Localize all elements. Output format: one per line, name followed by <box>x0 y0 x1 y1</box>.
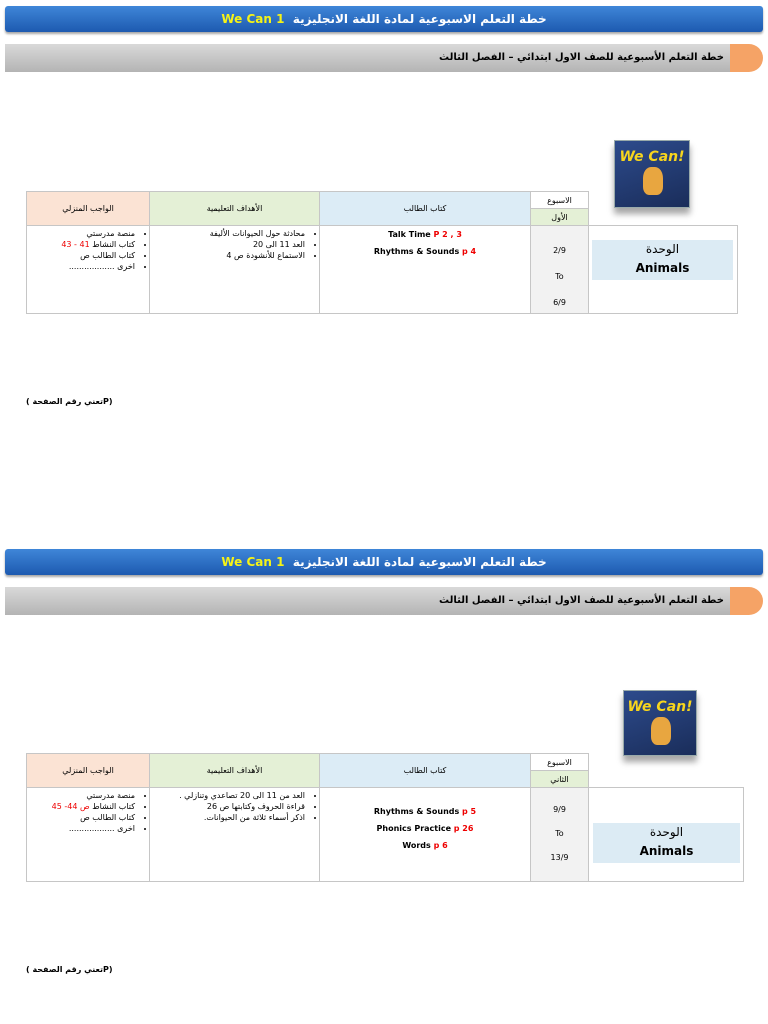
banner-course: We Can 1 <box>221 12 285 26</box>
homework-item: • كتاب النشاط ص 44- 45 <box>27 801 135 812</box>
book-cover-image <box>623 690 697 756</box>
homework-item: • منصة مدرستي <box>27 228 135 239</box>
week-start-date: 9/9 <box>553 805 566 814</box>
banner-prefix: خطة التعلم الاسبوعية لمادة اللغة الانجليزية <box>292 555 547 569</box>
homework-item: • كتاب النشاط 41 - 43 <box>27 239 135 250</box>
week-to: To <box>555 829 564 838</box>
week-start-date: 2/9 <box>553 246 566 255</box>
homework-header-label: الواجب المنزلي <box>62 766 114 775</box>
page-note: (Pتعني رقم الصفحة ) <box>26 965 113 974</box>
plan-section-2 <box>0 543 768 1013</box>
book-line: Rhythms & Sounds p 5 <box>373 807 477 816</box>
objectives-header-label: الأهداف التعليمية <box>206 204 263 213</box>
subtitle-text: خطة التعلم الأسبوعية للصف الاول ابتدائي – الفصل الثالث <box>439 595 724 606</box>
subtitle-text: خطة التعلم الأسبوعية للصف الاول ابتدائي – الفصل الثالث <box>439 52 724 63</box>
objective-item: • قراءة الحروف وكتابتها ص 26 <box>150 801 305 812</box>
objectives-header <box>149 191 320 226</box>
objectives-cell <box>149 225 320 314</box>
homework-header <box>26 191 150 226</box>
objective-item: • العد من 11 الى 20 تصاعدي وتنازلي . <box>150 790 305 801</box>
homework-header-label: الواجب المنزلي <box>62 204 114 213</box>
unit-title: الوحدة <box>645 242 680 256</box>
book-line: Talk Time P 2 , 3 <box>388 230 462 239</box>
character-figure <box>651 717 671 745</box>
week-dates-cell <box>530 787 589 882</box>
homework-cell <box>26 787 150 882</box>
week-header-label: الاسبوع <box>547 757 572 767</box>
title-banner <box>5 549 763 575</box>
week-header-label: الاسبوع <box>547 195 572 205</box>
book-line: Words p 6 <box>402 841 448 850</box>
week-end-date: 6/9 <box>553 298 566 307</box>
homework-item: • اخرى .................. <box>27 261 135 272</box>
week-number-label: الثاني <box>550 774 569 784</box>
unit-box <box>593 823 740 863</box>
week-header <box>530 753 589 771</box>
week-number <box>530 770 589 788</box>
book-line: Rhythms & Sounds p 4 <box>373 247 477 256</box>
homework-cell <box>26 225 150 314</box>
objective-item: • اذكر أسماء ثلاثة من الحيوانات. <box>150 812 305 823</box>
week-dates-cell <box>530 225 589 314</box>
objectives-header-label: الأهداف التعليمية <box>206 766 263 775</box>
objective-item: • محادثة حول الحيوانات الأليفة <box>150 228 305 239</box>
unit-title: الوحدة <box>649 825 684 839</box>
week-number-label: الأول <box>551 212 568 222</box>
unit-name: Animals <box>639 844 694 858</box>
student-book-header <box>319 191 531 226</box>
homework-item: • منصة مدرستي <box>27 790 135 801</box>
homework-item: • اخرى .................. <box>27 823 135 834</box>
student-book-header-label: كتاب الطالب <box>403 766 447 775</box>
title-banner <box>5 6 763 32</box>
homework-item: • كتاب الطالب ص <box>27 250 135 261</box>
student-book-cell <box>319 787 531 882</box>
week-end-date: 13/9 <box>550 853 569 862</box>
subtitle-bar <box>5 587 730 615</box>
book-logo: We Can! <box>627 699 693 715</box>
objectives-header <box>149 753 320 788</box>
student-book-header-label: كتاب الطالب <box>403 204 447 213</box>
homework-item: • كتاب الطالب ص <box>27 812 135 823</box>
unit-name: Animals <box>635 261 690 275</box>
week-to: To <box>555 272 564 281</box>
student-book-cell <box>319 225 531 314</box>
objectives-cell <box>149 787 320 882</box>
homework-header <box>26 753 150 788</box>
subtitle-bar <box>5 44 730 72</box>
book-line: Phonics Practice p 26 <box>376 824 474 833</box>
banner-prefix: خطة التعلم الاسبوعية لمادة اللغة الانجليزية <box>292 12 547 26</box>
unit-box <box>592 240 733 280</box>
book-logo: We Can! <box>619 149 685 165</box>
character-figure <box>643 167 663 195</box>
objective-item: • العد 11 الى 20 <box>150 239 305 250</box>
week-header <box>530 191 589 209</box>
student-book-header <box>319 753 531 788</box>
banner-course: We Can 1 <box>221 555 285 569</box>
page-note: (Pتعني رقم الصفحة ) <box>26 397 113 406</box>
book-cover-image <box>614 140 690 208</box>
week-number <box>530 208 589 226</box>
objective-item: • الاستماع للأنشودة ص 4 <box>150 250 305 261</box>
plan-section-1 <box>0 0 768 470</box>
